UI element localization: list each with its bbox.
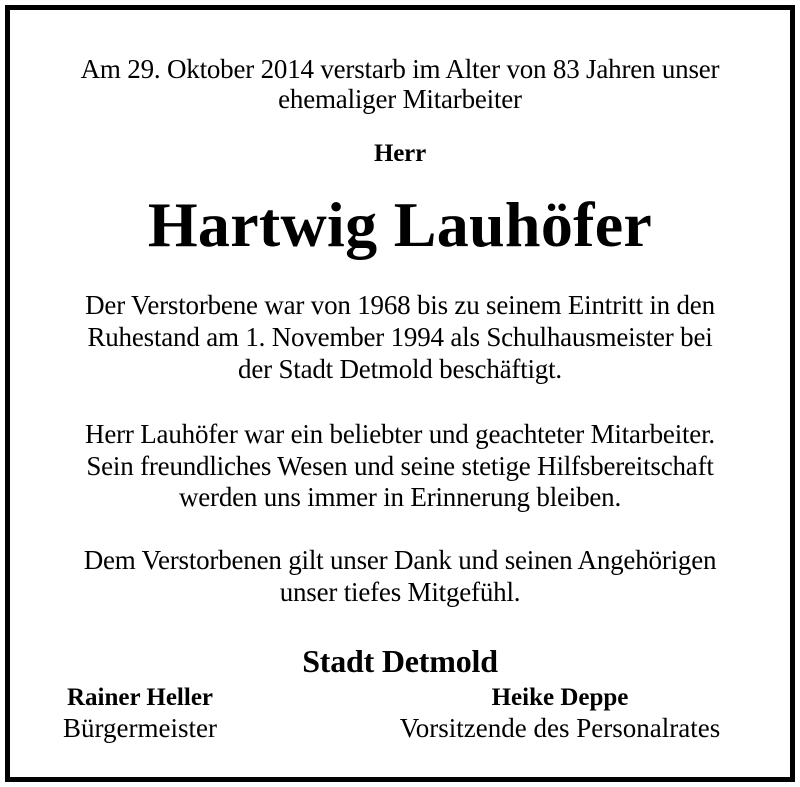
career-line-3: der Stadt Detmold beschäftigt. (238, 354, 562, 384)
tribute-line-3: werden uns immer in Erinnerung bleiben. (178, 482, 622, 512)
career-line-2: Ruhestand am 1. November 1994 als Schulhausmeister bei (87, 322, 713, 352)
signatory-name-left: Rainer Heller (66, 684, 214, 711)
signatory-title-left: Bürgermeister (63, 713, 217, 743)
condolence-line-1: Dem Verstorbenen gilt unser Dank und seinen Angehörigen (83, 545, 717, 575)
career-line-1: Der Verstorbene war von 1968 bis zu seinem Eintritt in den (85, 290, 715, 320)
salutation: Herr (374, 140, 426, 167)
tribute-line-2: Sein freundliches Wesen und seine stetige Hilfsbereitschaft (86, 451, 714, 481)
organization-name: Stadt Detmold (302, 643, 498, 679)
deceased-name: Hartwig Lauhöfer (147, 189, 653, 260)
tribute-line-1: Herr Lauhöfer war ein beliebter und geachteter Mitarbeiter. (85, 419, 715, 449)
signatory-name-right: Heike Deppe (491, 684, 629, 711)
condolence-line-2: unser tiefes Mitgefühl. (279, 577, 521, 607)
intro-line-1: Am 29. Oktober 2014 verstarb im Alter von 83 Jahren unser (80, 54, 720, 84)
intro-line-2: ehemaliger Mitarbeiter (278, 84, 522, 114)
signatory-title-right: Vorsitzende des Personalrates (399, 713, 721, 743)
